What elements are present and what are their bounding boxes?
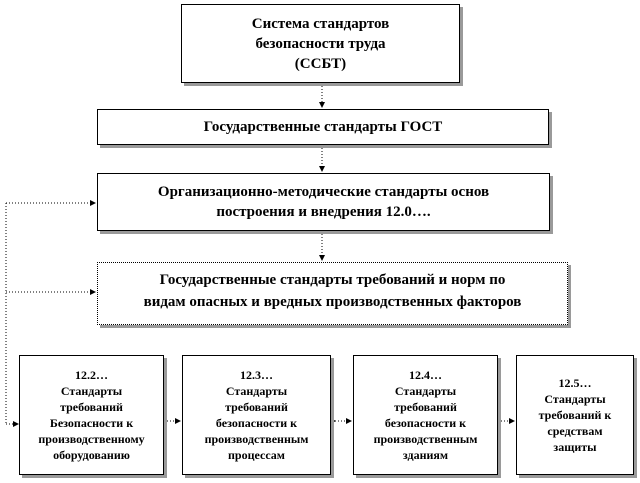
subsystem-label: Стандарты требований Безопасности к производственному оборудованию	[38, 384, 145, 462]
hazard-factors-box	[97, 262, 568, 325]
subsystem-label: Стандарты требований безопасности к производственным зданиям	[373, 384, 478, 462]
gost-box	[97, 109, 549, 145]
subsystem-code: 12.4…	[408, 368, 442, 382]
ssbt-root-box	[181, 4, 460, 83]
subsystem-protection-box	[516, 355, 634, 475]
hazard-factors-label: Государственные стандарты требований и норм по видам опасных и вредных производственных факторов	[143, 272, 522, 310]
subsystem-buildings-box	[353, 355, 498, 475]
subsystem-processes-box	[182, 355, 331, 475]
subsystem-equipment-box	[19, 355, 164, 475]
subsystem-label: Стандарты требований безопасности к производственным процессам	[204, 384, 309, 462]
subsystem-code: 12.2…	[75, 368, 108, 382]
subsystem-code: 12.5…	[558, 376, 592, 390]
subsystem-code: 12.3…	[239, 368, 273, 382]
org-methodical-box	[97, 173, 550, 231]
org-methodical-label: Организационно-методические стандарты основ построения и внедрения 12.0….	[157, 184, 490, 220]
gost-label: Государственные стандарты ГОСТ	[203, 118, 443, 135]
ssbt-root-label: Система стандартов безопасности труда (ССБТ)	[251, 15, 390, 72]
subsystem-label: Стандарты требований к средствам защиты	[538, 392, 612, 454]
